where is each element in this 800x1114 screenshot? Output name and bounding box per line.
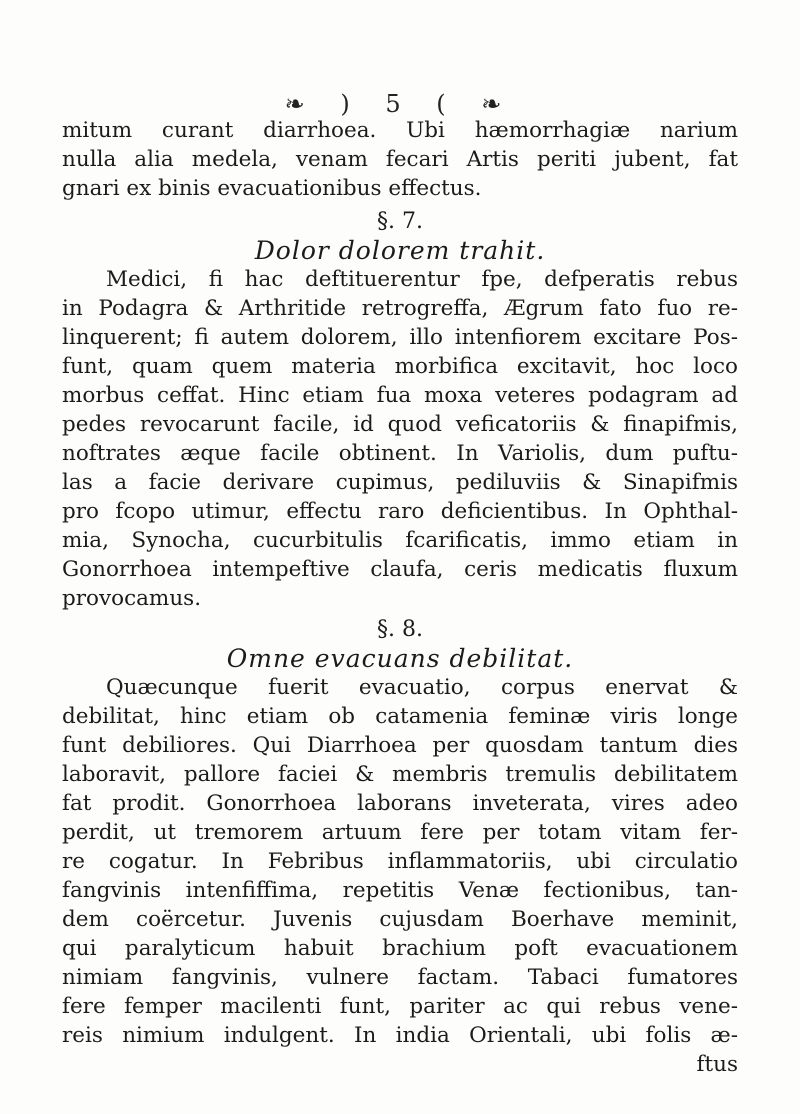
text-line: dem coërcetur. Juvenis cujusdam Boerhave meminit, (62, 907, 738, 932)
section-heading: Omne evacuans debilitat. (226, 644, 574, 673)
text-line: linquerent; fi autem dolorem, illo intenfiorem excitare Pos- (62, 325, 738, 350)
text-line: pedes revocarunt facile, id quod veficatoriis & finapifmis, (62, 412, 738, 437)
text-line: Medici, fi hac deftituerentur fpe, defperatis rebus (106, 267, 738, 292)
text-line: re cogatur. In Febribus inflammatoriis, ubi circulatio (62, 849, 738, 874)
section-number: §. 7. (377, 209, 423, 234)
text-line: mia, Synocha, cucurbitulis fcarificatis, immo etiam in (62, 528, 738, 553)
section-8 (62, 615, 738, 1079)
text-line: gnari ex binis evacuationibus effectus. (62, 176, 482, 201)
text-line: nulla alia medela, venam fecari Artis periti jubent, fat (62, 147, 738, 172)
text-line: funt, quam quem materia morbifica excitavit, hoc loco (62, 354, 738, 379)
text-line: debilitat, hinc etiam ob catamenia feminæ viris longe (62, 704, 738, 729)
text-line: laboravit, pallore faciei & membris tremulis debilitatem (62, 762, 738, 787)
text-line: las a facie derivare cupimus, pediluviis & Sinapifmis (62, 470, 738, 495)
text-line: fat prodit. Gonorrhoea laborans inveterata, vires adeo (62, 791, 738, 816)
text-line: Gonorrhoea intempeftive claufa, ceris medicatis fluxum (62, 557, 738, 582)
section-7 (62, 207, 738, 613)
catchword: ftus (696, 1052, 738, 1077)
text-line: in Podagra & Arthritide retrogreffa, Ægrum fato fuo re- (62, 296, 738, 321)
text-line: fere femper macilenti funt, pariter ac qui rebus vene- (62, 994, 738, 1019)
text-line: qui paralyticum habuit brachium poft evacuationem (62, 936, 738, 961)
text-line: perdit, ut tremorem artuum fere per totam vitam fer- (62, 820, 738, 845)
text-line: provocamus. (62, 586, 202, 611)
section-heading: Dolor dolorem trahit. (254, 236, 546, 265)
text-line: noftrates æque facile obtinent. In Variolis, dum puftu- (62, 441, 738, 466)
text-line: Quæcunque fuerit evacuatio, corpus enervat & (106, 675, 738, 700)
page-ornament-header: ❧ ) 5 ( ❧ (284, 90, 516, 118)
text-line: nimiam fangvinis, vulnere factam. Tabaci fumatores (62, 965, 738, 990)
text-line: mitum curant diarrhoea. Ubi hæmorrhagiæ narium (62, 118, 738, 143)
text-line: pro fcopo utimur, effectu raro deficientibus. In Ophthal- (62, 499, 738, 524)
text-line: reis nimium indulgent. In india Orientali, ubi folis æ- (62, 1023, 738, 1048)
section-number: §. 8. (377, 617, 423, 642)
text-line: funt debiliores. Qui Diarrhoea per quosdam tantum dies (62, 733, 738, 758)
text-line: morbus ceffat. Hinc etiam fua moxa veteres podagram ad (62, 383, 738, 408)
opening-paragraph (62, 116, 738, 203)
text-line: fangvinis intenfiffima, repetitis Venæ fectionibus, tan- (62, 878, 738, 903)
